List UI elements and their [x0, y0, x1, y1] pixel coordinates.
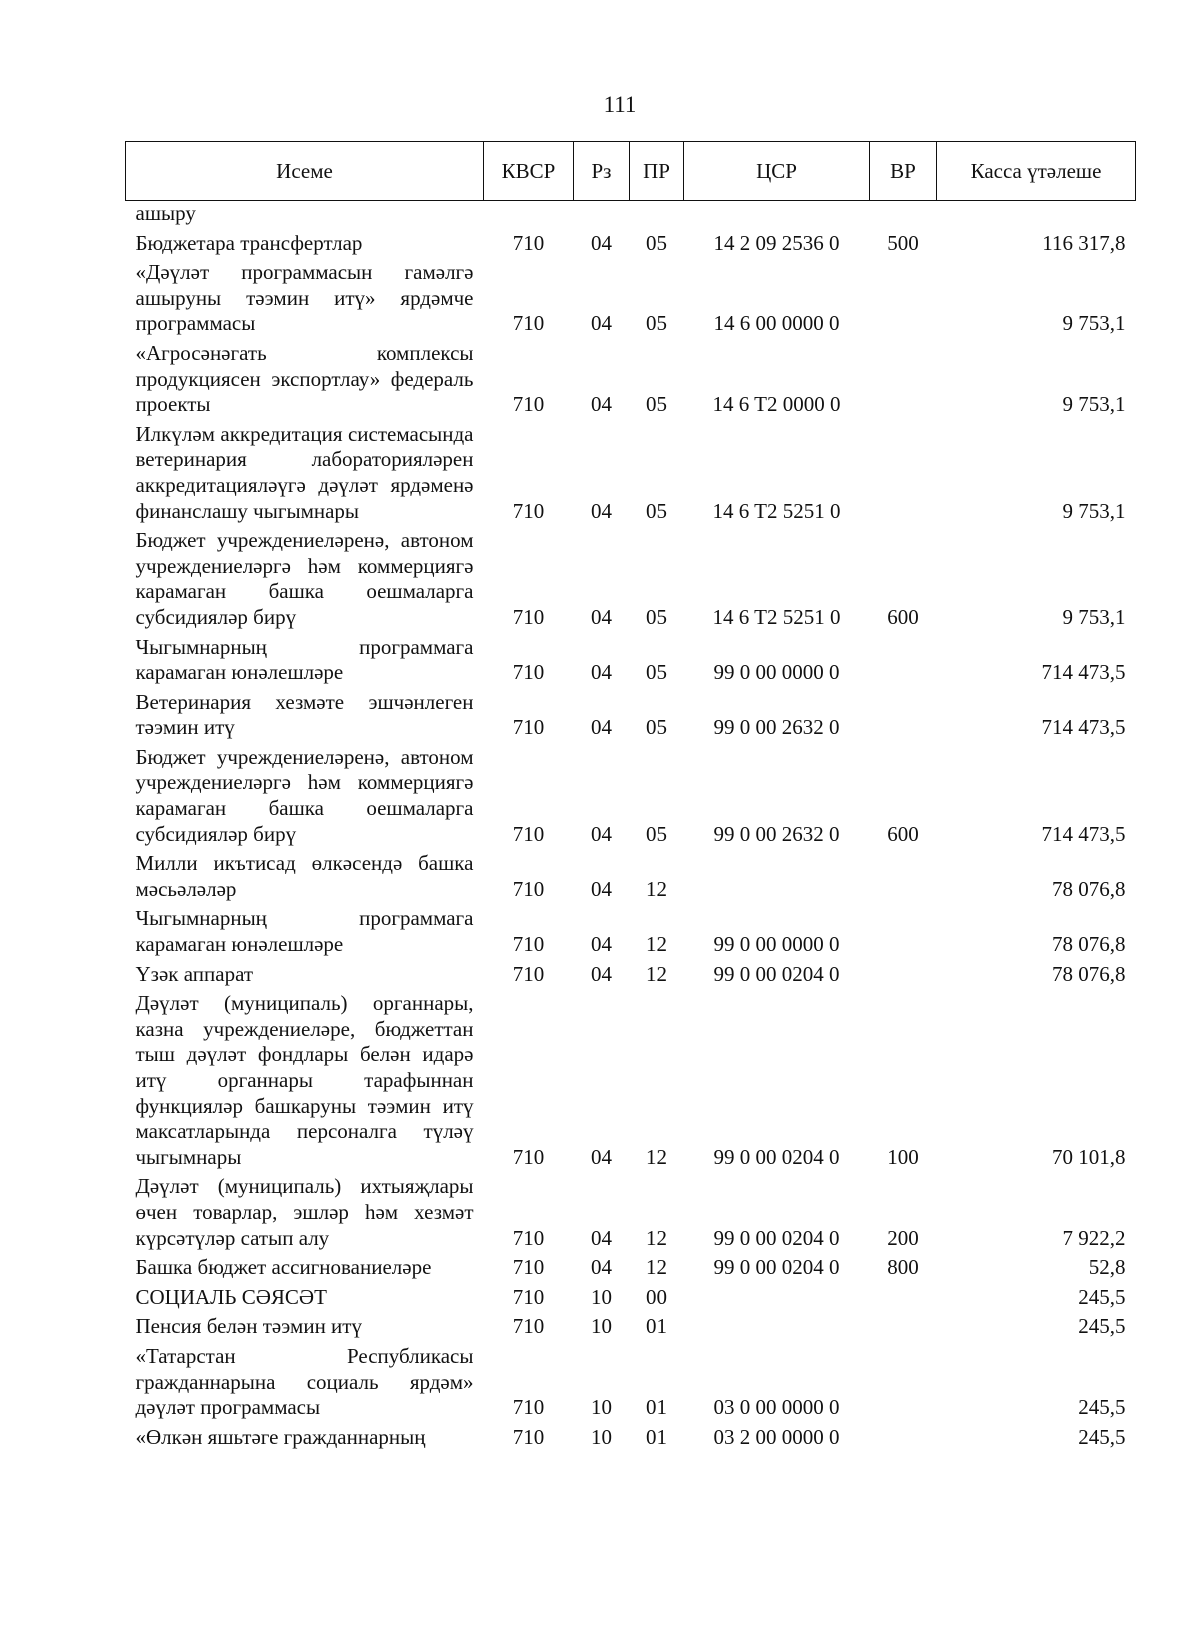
cell-kvsr: 710 — [512, 821, 545, 846]
cell-pr: 01 — [646, 1314, 667, 1339]
cell-csr: 99 0 00 0204 0 — [713, 1144, 840, 1169]
cell-amount: 78 076,8 — [1052, 961, 1126, 986]
cell-pr: 05 — [646, 821, 667, 846]
cell-name: Бюджет учреждениеләренә, автоном учреждениеләргә һәм коммерциягә карамаган башка оешмаларга субсидияләр бирү — [135, 528, 474, 629]
cell-csr: 99 0 00 0000 0 — [713, 932, 840, 957]
column-header-rz: Рз — [574, 142, 630, 201]
cell-csr — [684, 201, 870, 231]
table-row — [126, 906, 1136, 961]
cell-kvsr: 710 — [512, 1395, 545, 1420]
cell-amount: 9 753,1 — [1062, 392, 1126, 417]
cell-pr: 01 — [646, 1395, 667, 1420]
cell-vr — [870, 201, 937, 231]
cell-vr — [870, 635, 937, 690]
cell-amount: 78 076,8 — [1052, 932, 1126, 957]
cell-csr: 14 2 09 2536 0 — [713, 230, 840, 255]
cell-csr: 99 0 00 2632 0 — [713, 821, 840, 846]
cell-rz: 10 — [591, 1284, 612, 1309]
budget-table — [125, 141, 1136, 1454]
cell-rz: 04 — [591, 230, 612, 255]
cell-rz: 04 — [591, 876, 612, 901]
cell-name: ашыру — [135, 201, 196, 225]
cell-rz: 04 — [591, 392, 612, 417]
table-row — [126, 690, 1136, 745]
cell-rz — [574, 201, 630, 231]
column-header-vr: ВР — [870, 142, 937, 201]
table-row — [126, 1255, 1136, 1285]
table-row — [126, 1314, 1136, 1344]
cell-csr: 99 0 00 0204 0 — [713, 961, 840, 986]
cell-rz: 04 — [591, 1255, 612, 1280]
column-header-amount: Касса үтәлеше — [937, 142, 1136, 201]
cell-rz: 04 — [591, 1144, 612, 1169]
table-header — [126, 142, 1136, 201]
cell-amount: 245,5 — [1078, 1424, 1126, 1449]
cell-name: Дәүләт (муниципаль) ихтыяҗлары өчен товарлар, эшләр һәм хезмәт күрсәтүләр сатып алу — [135, 1174, 474, 1250]
cell-kvsr — [484, 201, 574, 231]
cell-amount: 78 076,8 — [1052, 876, 1126, 901]
cell-csr — [684, 1314, 870, 1344]
cell-pr: 05 — [646, 230, 667, 255]
table-row — [126, 231, 1136, 261]
cell-rz: 04 — [591, 311, 612, 336]
cell-kvsr: 710 — [512, 1144, 545, 1169]
cell-kvsr: 710 — [512, 1314, 545, 1339]
cell-rz: 04 — [591, 604, 612, 629]
cell-rz: 04 — [591, 1225, 612, 1250]
cell-kvsr: 710 — [512, 498, 545, 523]
cell-csr: 99 0 00 0204 0 — [713, 1255, 840, 1280]
table-row — [126, 201, 1136, 231]
cell-amount: 714 473,5 — [1041, 660, 1126, 685]
cell-vr: 600 — [887, 604, 919, 629]
cell-vr: 200 — [887, 1225, 919, 1250]
cell-name: Пенсия белән тәэмин итү — [135, 1314, 362, 1339]
cell-csr — [684, 1285, 870, 1315]
table-row — [126, 422, 1136, 528]
cell-rz: 04 — [591, 961, 612, 986]
cell-amount — [937, 201, 1136, 231]
cell-pr: 05 — [646, 604, 667, 629]
cell-csr: 14 6 T2 5251 0 — [712, 604, 841, 629]
cell-rz: 10 — [591, 1424, 612, 1449]
cell-csr: 03 2 00 0000 0 — [713, 1424, 840, 1449]
cell-kvsr: 710 — [512, 1284, 545, 1309]
table-row — [126, 962, 1136, 992]
table-row — [126, 991, 1136, 1174]
cell-vr — [870, 1425, 937, 1455]
cell-rz: 10 — [591, 1314, 612, 1339]
cell-amount: 245,5 — [1078, 1395, 1126, 1420]
table-row — [126, 745, 1136, 851]
cell-vr — [870, 962, 937, 992]
cell-amount: 70 101,8 — [1052, 1144, 1126, 1169]
cell-vr: 800 — [887, 1255, 919, 1280]
cell-name: «Татарстан Республикасы гражданнарына социаль ярдәм» дәүләт программасы — [135, 1343, 474, 1420]
cell-pr: 01 — [646, 1424, 667, 1449]
cell-csr: 14 6 T2 0000 0 — [712, 392, 841, 417]
cell-pr: 00 — [646, 1284, 667, 1309]
cell-vr — [870, 1314, 937, 1344]
cell-csr: 03 0 00 0000 0 — [713, 1395, 840, 1420]
cell-rz: 04 — [591, 932, 612, 957]
cell-name: Илкүләм аккредитация системасында ветеринария лабораторияләрен аккредитацияләүгә дәүләт ярдәменә финанслашу чыгымнары — [135, 421, 474, 523]
cell-csr: 14 6 T2 5251 0 — [712, 498, 841, 523]
cell-rz: 04 — [591, 715, 612, 740]
cell-name: Башка бюджет ассигнованиеләре — [135, 1255, 432, 1280]
table-row — [126, 1174, 1136, 1255]
cell-pr: 12 — [646, 932, 667, 957]
cell-amount: 9 753,1 — [1062, 498, 1126, 523]
cell-kvsr: 710 — [512, 230, 545, 255]
table-row — [126, 1344, 1136, 1425]
cell-vr — [870, 906, 937, 961]
cell-vr — [870, 422, 937, 528]
column-header-pr: ПР — [630, 142, 684, 201]
cell-kvsr: 710 — [512, 1424, 545, 1449]
cell-pr: 12 — [646, 961, 667, 986]
table-row — [126, 851, 1136, 906]
cell-rz: 04 — [591, 660, 612, 685]
cell-pr — [630, 201, 684, 231]
cell-kvsr: 710 — [512, 660, 545, 685]
cell-pr: 12 — [646, 1255, 667, 1280]
cell-pr: 12 — [646, 1225, 667, 1250]
cell-amount: 7 922,2 — [1062, 1225, 1126, 1250]
cell-name: Бюджетара трансфертлар — [135, 230, 363, 255]
table-row — [126, 528, 1136, 634]
cell-kvsr: 710 — [512, 876, 545, 901]
cell-kvsr: 710 — [512, 392, 545, 417]
cell-amount: 116 317,8 — [1042, 230, 1126, 255]
cell-csr — [684, 851, 870, 906]
cell-kvsr: 710 — [512, 1225, 545, 1250]
cell-pr: 05 — [646, 715, 667, 740]
cell-name: «Дәүләт программасын гамәлгә ашыруны тәэмин итү» ярдәмче программасы — [135, 260, 474, 336]
cell-kvsr: 710 — [512, 715, 545, 740]
cell-pr: 12 — [646, 1144, 667, 1169]
cell-name: Ветеринария хезмәте эшчәнлеген тәэмин итү — [135, 689, 474, 740]
cell-amount: 245,5 — [1078, 1314, 1126, 1339]
cell-amount: 9 753,1 — [1062, 604, 1126, 629]
cell-name: Чыгымнарның программага карамаган юнәлешләре — [135, 634, 474, 685]
page-number: 111 — [603, 92, 637, 117]
cell-vr: 600 — [887, 821, 919, 846]
cell-kvsr: 710 — [512, 311, 545, 336]
cell-pr: 12 — [646, 876, 667, 901]
column-header-csr: ЦСР — [684, 142, 870, 201]
cell-kvsr: 710 — [512, 1255, 545, 1280]
cell-name: Үзәк аппарат — [135, 961, 254, 986]
table-body — [126, 201, 1136, 1455]
cell-rz: 10 — [591, 1395, 612, 1420]
cell-name: Милли икътисад өлкәсендә башка мәсьәләләр — [135, 851, 474, 901]
cell-vr — [870, 1285, 937, 1315]
cell-amount: 245,5 — [1078, 1284, 1126, 1309]
cell-pr: 05 — [646, 392, 667, 417]
cell-pr: 05 — [646, 660, 667, 685]
cell-vr — [870, 690, 937, 745]
table-row — [126, 260, 1136, 341]
cell-kvsr: 710 — [512, 932, 545, 957]
cell-amount: 9 753,1 — [1062, 311, 1126, 336]
cell-vr: 100 — [887, 1144, 919, 1169]
cell-name: Чыгымнарның программага карамаган юнәлешләре — [135, 906, 474, 957]
cell-name: СОЦИАЛЬ СӘЯСӘТ — [135, 1284, 327, 1309]
table-row — [126, 1285, 1136, 1315]
cell-vr — [870, 1344, 937, 1425]
cell-vr — [870, 851, 937, 906]
column-header-name: Исеме — [126, 142, 484, 201]
cell-name: Бюджет учреждениеләренә, автоном учреждениеләргә һәм коммерциягә карамаган башка оешмаларга субсидияләр бирү — [135, 744, 474, 846]
cell-vr — [870, 260, 937, 341]
cell-pr: 05 — [646, 311, 667, 336]
cell-pr: 05 — [646, 498, 667, 523]
table-row — [126, 1425, 1136, 1455]
cell-name: «Өлкән яшьтәге гражданнарның — [135, 1424, 426, 1449]
cell-rz: 04 — [591, 821, 612, 846]
cell-amount: 714 473,5 — [1041, 715, 1126, 740]
cell-kvsr: 710 — [512, 961, 545, 986]
cell-vr — [870, 341, 937, 422]
cell-csr: 99 0 00 0000 0 — [713, 660, 840, 685]
cell-kvsr: 710 — [512, 604, 545, 629]
cell-name: «Агросәнәгать комплексы продукциясен экспортлау» федераль проекты — [135, 340, 474, 417]
cell-rz: 04 — [591, 498, 612, 523]
cell-amount: 714 473,5 — [1041, 821, 1126, 846]
cell-csr: 99 0 00 2632 0 — [713, 715, 840, 740]
cell-csr: 14 6 00 0000 0 — [713, 311, 840, 336]
table-row — [126, 635, 1136, 690]
column-header-kvsr: КВСР — [484, 142, 574, 201]
cell-vr: 500 — [887, 230, 919, 255]
cell-csr: 99 0 00 0204 0 — [713, 1225, 840, 1250]
cell-name: Дәүләт (муниципаль) органнары, казна учреждениеләре, бюджеттан тыш дәүләт фондлары белән идарә итү органнары тарафыннан функцияләр башкаруны тәэмин итү максатларында персоналга түләү чыгымнары — [135, 991, 474, 1169]
table-row — [126, 341, 1136, 422]
cell-amount: 52,8 — [1088, 1255, 1126, 1280]
